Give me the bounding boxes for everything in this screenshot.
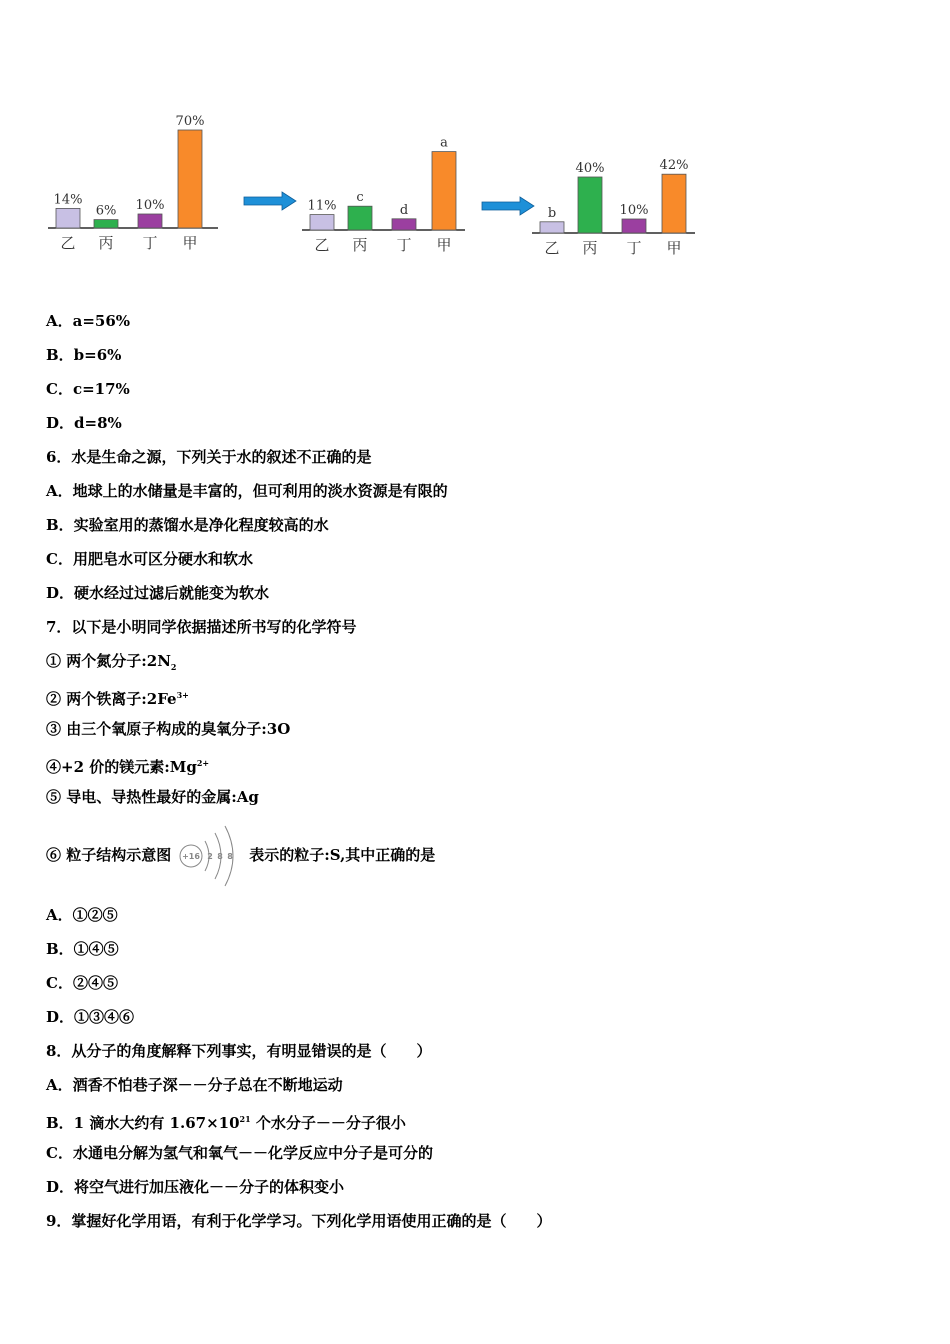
q5-option-d: D．d=8% [46, 414, 122, 432]
q8-option-c: C．水通电分解为氢气和氧气－－化学反应中分子是可分的 [46, 1144, 433, 1162]
chart-2-category-4: 甲 [436, 236, 452, 254]
q7-item-6-post: 表示的粒子:S,其中正确的是 [249, 846, 436, 864]
chart-2-category-3: 丁 [396, 236, 412, 254]
chart-1-data-label-1: 14% [53, 192, 83, 208]
chart-1-category-3: 丁 [142, 234, 158, 252]
q7-item-6 [46, 822, 435, 889]
chart-1-bar-3 [138, 214, 162, 228]
atom-nucleus-label: +16 [182, 852, 201, 861]
q7-item-4-superscript: 2+ [196, 758, 210, 768]
chart-3-data-label-3: 10% [619, 203, 649, 218]
chart-1-data-label-2: 6% [95, 203, 117, 219]
q8-option-b-superscript: 21 [239, 1114, 251, 1124]
chart-3-bar-2 [578, 177, 602, 233]
q6-option-a: A．地球上的水储量是丰富的，但可利用的淡水资源是有限的 [46, 482, 448, 500]
chart-3-data-label-1: b [547, 205, 557, 221]
chart-3-data-label-2: 40% [575, 161, 605, 176]
q6-stem: 6．水是生命之源，下列关于水的叙述不正确的是 [46, 448, 372, 466]
q8-stem: 8．从分子的角度解释下列事实，有明显错误的是（ ） [46, 1042, 432, 1060]
right-arrow-icon-2 [482, 197, 534, 215]
chart-3-bar-1 [540, 222, 564, 233]
chart-1-bar-4 [178, 130, 202, 228]
q7-item-1 [46, 651, 177, 677]
chart-3-category-2: 丙 [582, 239, 598, 257]
chart-3-data-label-4: 42% [659, 158, 689, 174]
atom-structure-diagram [177, 823, 243, 889]
q8-option-b-pre: B．1 滴水大约有 1.67×10 [46, 1114, 240, 1132]
q7-item-6-pre: ⑥ 粒子结构示意图 [46, 846, 172, 864]
q6-option-d: D．硬水经过过滤后就能变为软水 [46, 584, 270, 602]
q5-option-b: B．b=6% [46, 346, 122, 364]
chart-2-bar-3 [392, 219, 416, 230]
q6-option-c: C．用肥皂水可区分硬水和软水 [46, 550, 253, 568]
bar-chart-3 [532, 158, 695, 257]
q7-item-2 [46, 685, 189, 709]
q6-option-b: B．实验室用的蒸馏水是净化程度较高的水 [46, 516, 329, 534]
right-arrow-icon-1 [244, 192, 296, 210]
q7-item-4 [46, 753, 209, 777]
q7-stem: 7．以下是小明同学依据描述所书写的化学符号 [46, 618, 357, 636]
chart-3-bar-3 [622, 219, 646, 233]
bar-chart-1 [48, 114, 218, 252]
chart-3-category-1: 乙 [544, 239, 560, 257]
q8-option-d: D．将空气进行加压液化－－分子的体积变小 [46, 1178, 345, 1196]
chart-1-data-label-3: 10% [135, 198, 165, 213]
q8-option-b [46, 1109, 406, 1133]
q5-option-a: A．a=56% [46, 312, 131, 330]
chart-2-bar-2 [348, 206, 372, 230]
chart-2-category-2: 丙 [352, 236, 368, 254]
q7-option-a: A．①②⑤ [46, 906, 118, 924]
chart-1-category-2: 丙 [98, 234, 114, 252]
q7-item-2-superscript: 3+ [176, 690, 189, 700]
chart-2-data-label-4: a [440, 135, 448, 151]
chart-2-data-label-3: d [399, 202, 409, 218]
atom-shell-2: 8 [217, 852, 224, 861]
q8-option-a: A．酒香不怕巷子深－－分子总在不断地运动 [46, 1076, 343, 1094]
q7-option-d: D．①③④⑥ [46, 1008, 135, 1026]
chart-1-bar-1 [56, 208, 80, 228]
chart-2-data-label-2: c [356, 190, 364, 206]
chart-3-category-3: 丁 [626, 239, 642, 257]
q5-option-c: C．c=17% [46, 380, 130, 398]
bar-charts [0, 100, 950, 270]
chart-3-bar-4 [662, 174, 686, 233]
chart-1-category-1: 乙 [60, 234, 76, 252]
q7-item-1-text: ① 两个氮分子:2N [46, 652, 171, 670]
chart-strip [0, 100, 950, 270]
chart-2-bar-4 [432, 152, 456, 230]
q7-item-1-subscript: 2 [170, 662, 177, 672]
q7-option-c: C．②④⑤ [46, 974, 118, 992]
chart-1-bar-2 [94, 220, 118, 228]
chart-2-data-label-1: 11% [307, 198, 337, 214]
q7-item-5: ⑤ 导电、导热性最好的金属:Ag [46, 788, 259, 806]
q7-item-2-text: ② 两个铁离子:2Fe [46, 690, 177, 708]
q7-item-3: ③ 由三个氧原子构成的臭氧分子:3O [46, 720, 291, 738]
q9-stem: 9．掌握好化学用语，有利于化学学习。下列化学用语使用正确的是（ ） [46, 1212, 552, 1230]
q8-option-b-post: 个水分子－－分子很小 [250, 1114, 406, 1132]
chart-1-category-4: 甲 [182, 234, 198, 252]
chart-3-category-4: 甲 [666, 239, 682, 257]
bar-chart-2 [302, 136, 465, 254]
atom-shell-1: 2 [207, 852, 214, 861]
q7-option-b: B．①④⑤ [46, 940, 119, 958]
chart-1-data-label-4: 70% [175, 114, 205, 129]
atom-shell-3: 8 [227, 852, 234, 861]
q7-item-4-text: ④+2 价的镁元素:Mg [46, 758, 197, 776]
chart-2-bar-1 [310, 215, 334, 230]
chart-2-category-1: 乙 [314, 236, 330, 254]
